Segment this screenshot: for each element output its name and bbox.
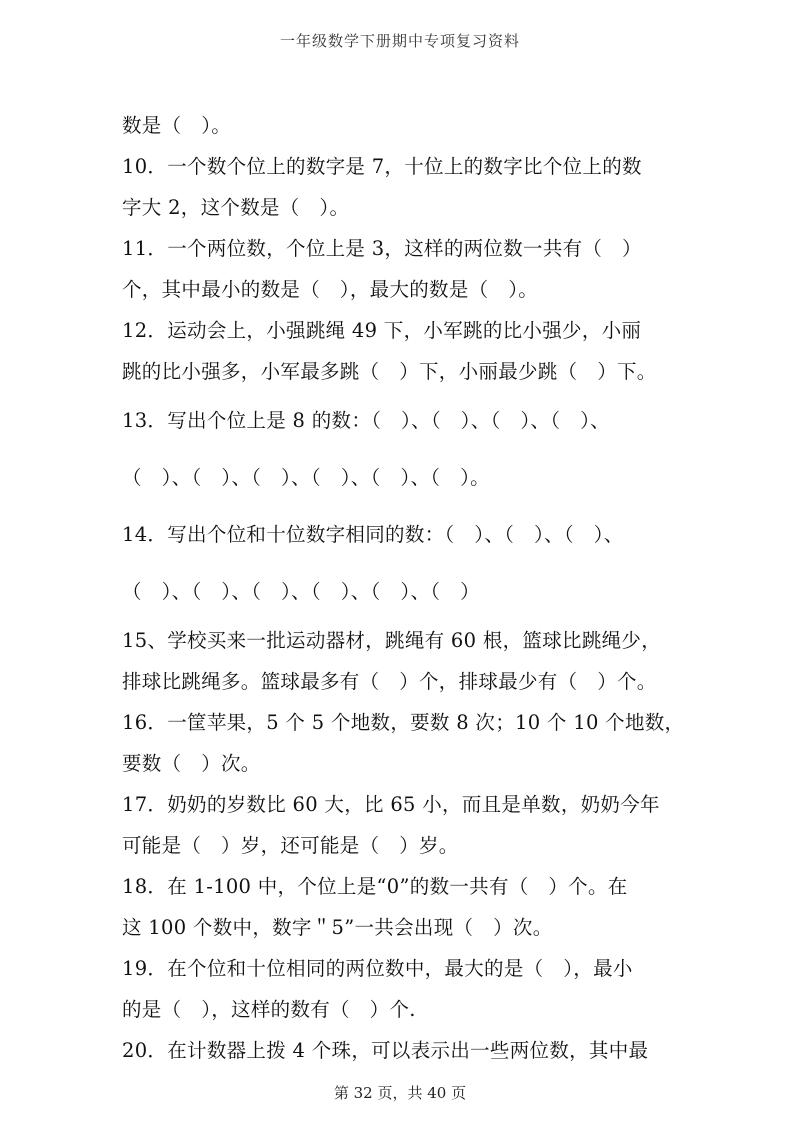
question-15-line-1: 15、学校买来一批运动器材，跳绳有 60 根，篮球比跳绳少， (122, 629, 662, 652)
question-11-line-2: 个，其中最小的数是（ ），最大的数是（ ）。 (122, 278, 539, 301)
question-16-line-1: 16．一筐苹果，5 个 5 个地数，要数 8 次；10 个 10 个地数， (122, 711, 685, 734)
question-10-line-1: 10．一个数个位上的数字是 7，十位上的数字比个位上的数 (122, 155, 642, 178)
question-13-line-1: 13．写出个位上是 8 的数：（ ）、（ ）、（ ）、（ ）、 (122, 409, 610, 432)
question-17-line-1: 17．奶奶的岁数比 60 大，比 65 小，而且是单数，奶奶今年 (122, 793, 660, 816)
question-18-line-2: 这 100 个数中，数字＂5”一共会出现（ ）次。 (122, 916, 553, 939)
page-header: 一年级数学下册期中专项复习资料 (279, 32, 520, 50)
question-18-line-1: 18．在 1-100 中，个位上是“0”的数一共有（ ）个。在 (122, 875, 628, 898)
question-10-line-2: 字大 2，这个数是（ ）。 (122, 196, 350, 219)
question-20-line-1: 20．在计数器上拨 4 个珠，可以表示出一些两位数，其中最 (122, 1039, 649, 1062)
question-11-line-1: 11．一个两位数，个位上是 3，这样的两位数一共有（ ） (122, 237, 642, 260)
text-line-1: 数是（ ）。 (122, 114, 232, 137)
question-19-line-1: 19．在个位和十位相同的两位数中，最大的是（ ），最小 (122, 957, 633, 980)
question-14-line-2: （ ）、（ ）、（ ）、（ ）、（ ）、（ ） (122, 580, 480, 603)
document-body (122, 105, 692, 1071)
question-12-line-2: 跳的比小强多，小军最多跳（ ）下，小丽最少跳（ ）下。 (122, 360, 657, 383)
question-13-line-2: （ ）、（ ）、（ ）、（ ）、（ ）、（ ）。 (122, 466, 490, 489)
question-15-line-2: 排球比跳绳多。篮球最多有（ ）个，排球最少有（ ）个。 (122, 670, 657, 693)
question-16-line-2: 要数（ ）次。 (122, 752, 261, 775)
question-17-line-2: 可能是（ ）岁，还可能是（ ）岁。 (122, 834, 459, 857)
question-12-line-1: 12．运动会上，小强跳绳 49 下，小军跳的比小强少，小丽 (122, 319, 642, 342)
question-19-line-2: 的是（ ），这样的数有（ ）个. (122, 998, 416, 1021)
question-14-line-1: 14．写出个位和十位数字相同的数：（ ）、（ ）、（ ）、 (122, 523, 624, 546)
page-footer: 第 32 页，共 40 页 (333, 1084, 467, 1102)
